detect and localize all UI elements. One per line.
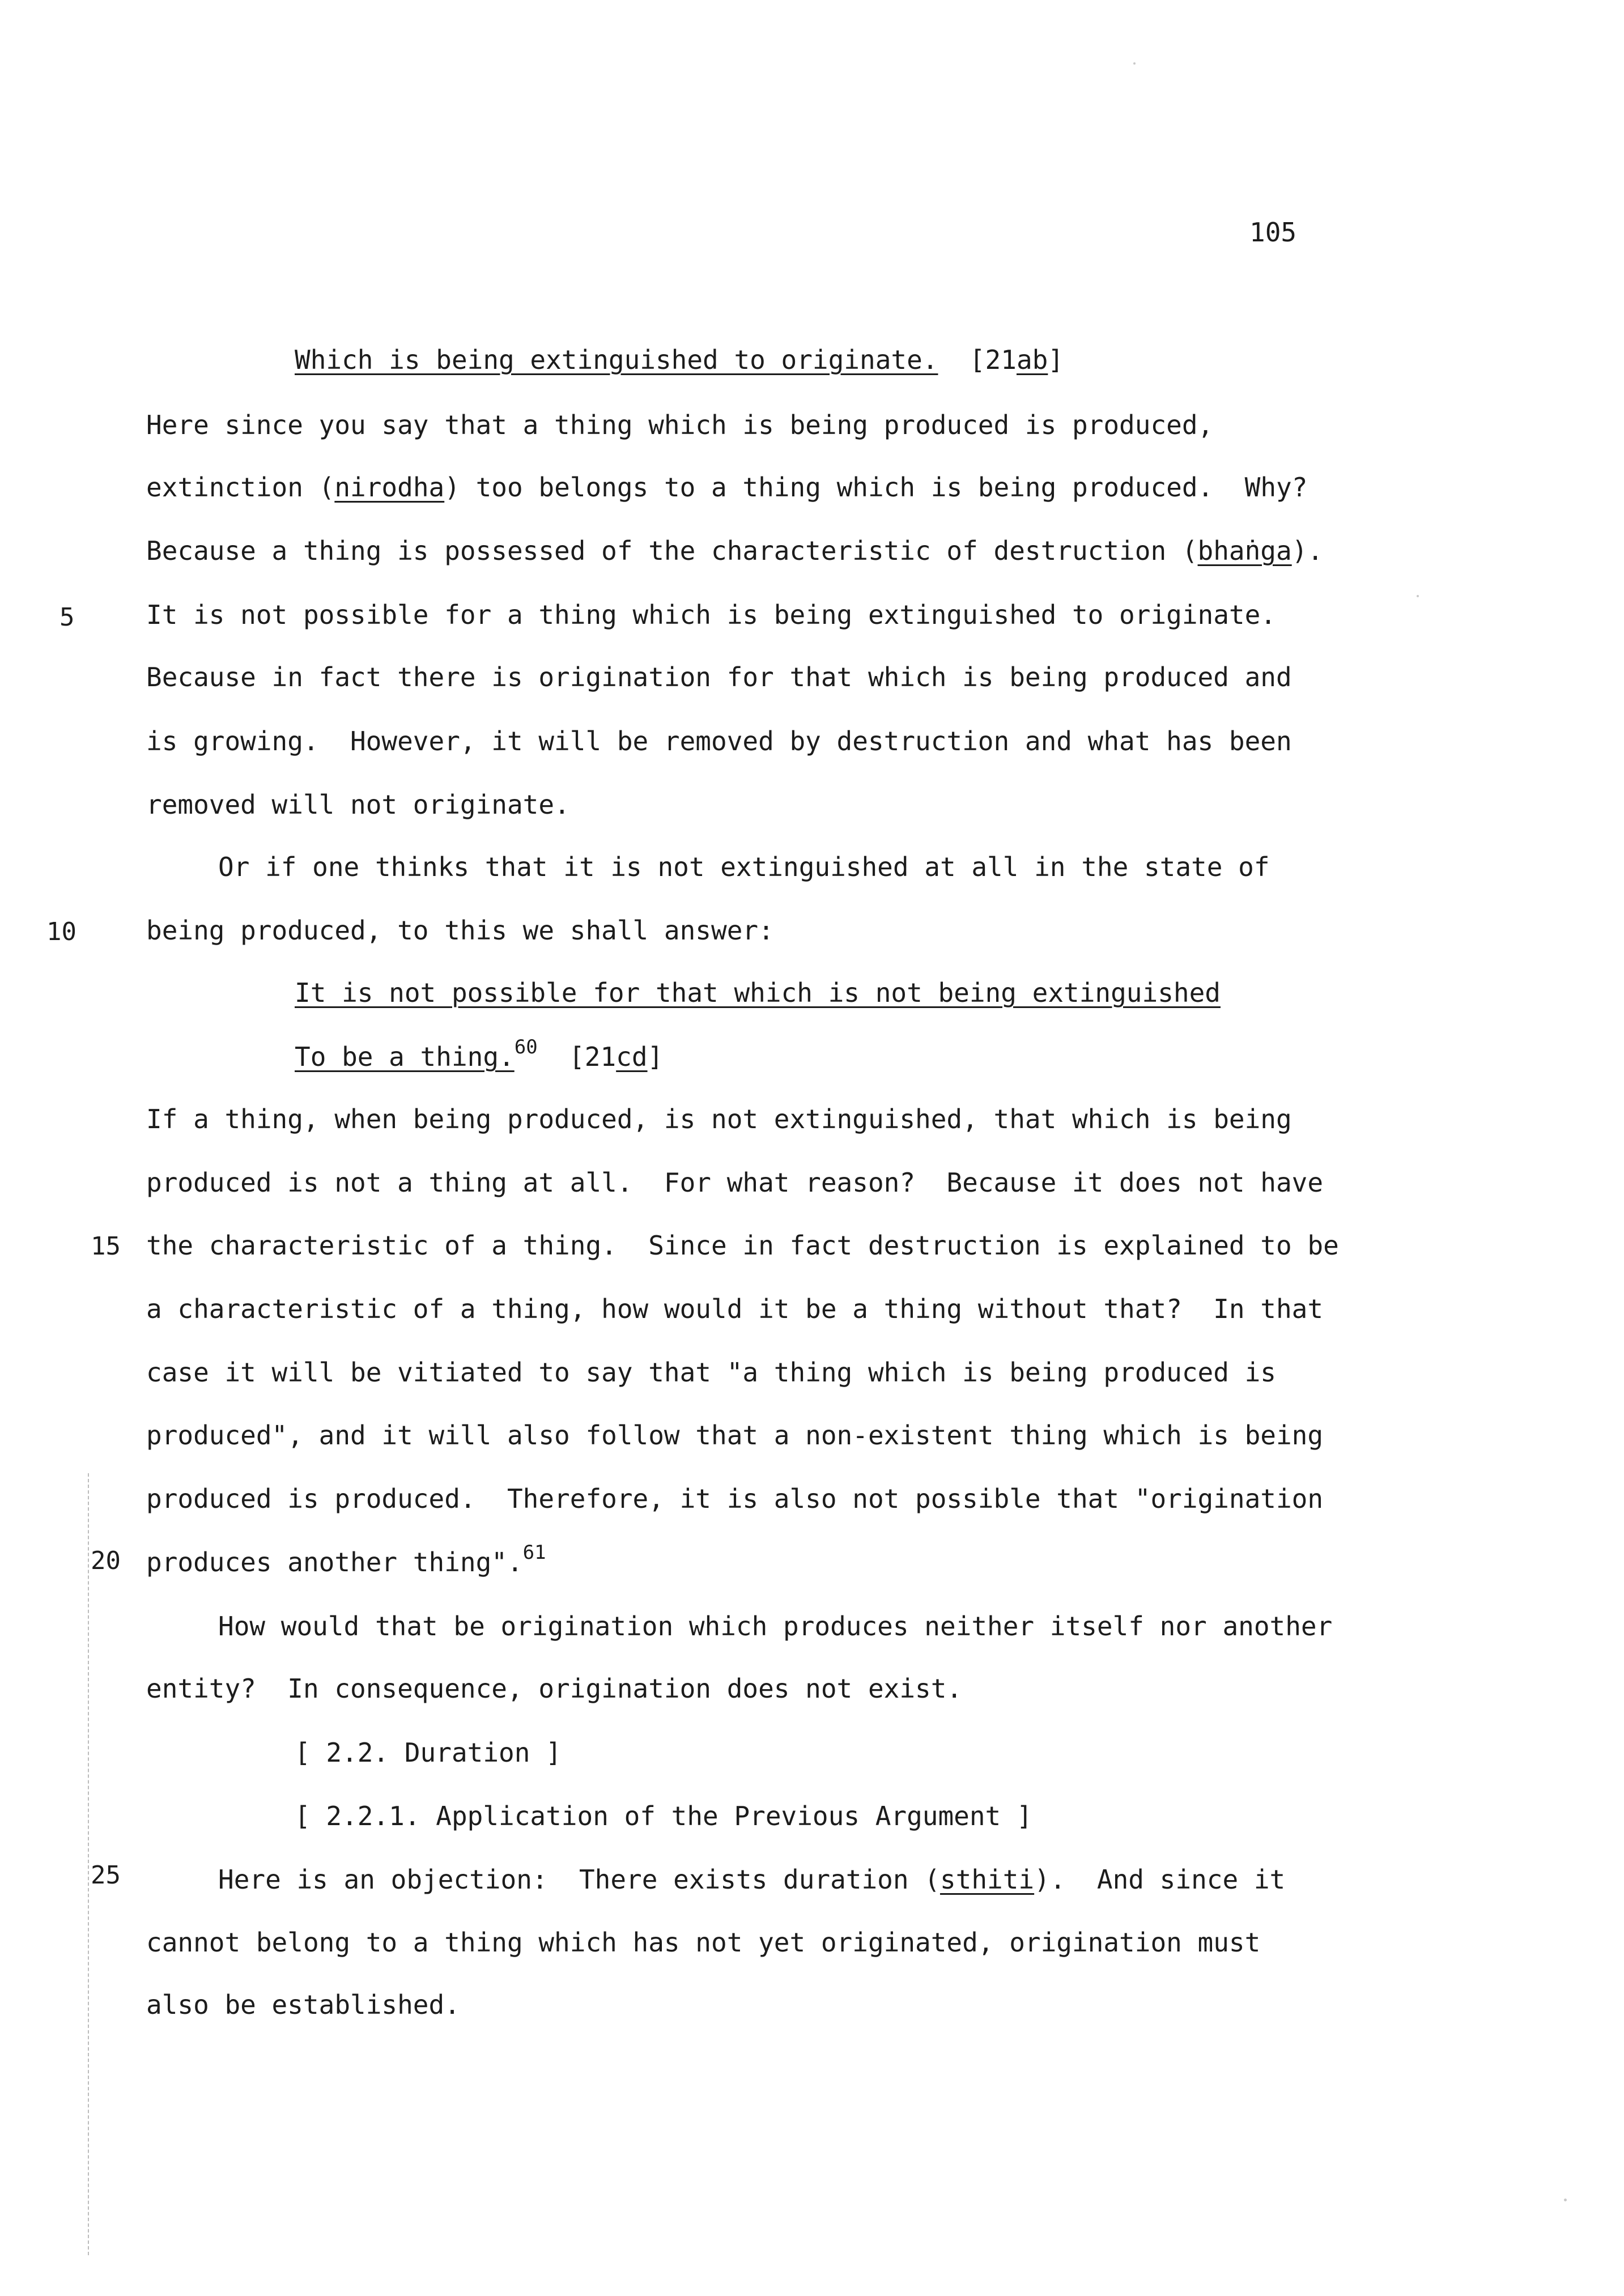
text-line-27: also be established. — [146, 1989, 460, 2020]
line-number-5: 5 — [59, 603, 75, 632]
scan-speck — [1133, 62, 1136, 65]
page-number: 105 — [1249, 217, 1297, 248]
text-line-5: It is not possible for a thing which is being extinguished to originate. — [146, 599, 1276, 630]
text-line-12 — [295, 1036, 664, 1074]
verse-ref-close: ] — [1048, 345, 1064, 375]
verse-line: Which is being extinguished to originate. — [295, 345, 938, 375]
verse-ref-close: ] — [647, 1041, 664, 1072]
text-line-26: cannot belong to a thing which has not yet originated, origination must — [146, 1927, 1261, 1958]
scan-speck — [1564, 2199, 1567, 2201]
section-heading: [ 2.2. Duration ] — [295, 1737, 562, 1768]
text-segment: extinction ( — [146, 472, 335, 503]
text-line-11 — [295, 976, 1221, 1010]
text-line-20 — [146, 1541, 546, 1579]
text-line-15: the characteristic of a thing. Since in fact destruction is explained to be — [146, 1230, 1339, 1261]
text-line-19: produced is produced. Therefore, it is also not possible that "origination — [146, 1483, 1324, 1514]
verse-line: To be a thing. — [295, 1041, 515, 1072]
text-segment: Because a thing is possessed of the characteristic of destruction ( — [146, 535, 1198, 566]
text-line-13: If a thing, when being produced, is not extinguished, that which is being — [146, 1104, 1292, 1134]
line-number-20: 20 — [91, 1546, 121, 1575]
text-line-9: Or if one thinks that it is not extinguished at all in the state of — [218, 852, 1270, 882]
text-line-16: a characteristic of a thing, how would it be a thing without that? In that — [146, 1294, 1324, 1324]
margin-rule — [88, 1473, 89, 2255]
text-line-3 — [146, 470, 1307, 504]
text-line-10: being produced, to this we shall answer: — [146, 915, 774, 946]
text-line-17: case it will be vitiated to say that "a thing which is being produced is — [146, 1357, 1276, 1388]
verse-ref-open: [21 — [569, 1041, 617, 1072]
text-line-8: removed will not originate. — [146, 789, 570, 820]
sanskrit-term: bhaṅga — [1197, 535, 1292, 566]
text-line-1 — [295, 343, 1064, 377]
text-line-4 — [146, 534, 1323, 568]
text-line-22: entity? In consequence, origination does not exist. — [146, 1673, 963, 1704]
text-segment: Here is an objection: There exists duration ( — [218, 1864, 940, 1895]
text-line-21: How would that be origination which produces neither itself nor another — [218, 1611, 1333, 1642]
sanskrit-term: sthiti — [939, 1864, 1035, 1895]
line-number-25: 25 — [91, 1861, 121, 1890]
text-line-25 — [218, 1863, 1285, 1897]
text-line-6: Because in fact there is origination for that which is being produced and — [146, 662, 1292, 692]
footnote-marker: 61 — [522, 1541, 546, 1564]
verse-ref-part: ab — [1016, 345, 1048, 375]
text-line-7: is growing. However, it will be removed by destruction and what has been — [146, 726, 1292, 756]
text-segment: produces another thing". — [146, 1547, 523, 1578]
sanskrit-term: nirodha — [334, 472, 445, 503]
text-line-2: Here since you say that a thing which is being produced is produced, — [146, 410, 1214, 440]
verse-ref-open: [21 — [969, 345, 1017, 375]
line-number-15: 15 — [91, 1232, 121, 1261]
text-segment: ). And since it — [1034, 1864, 1286, 1895]
verse-line: It is not possible for that which is not being extinguished — [295, 977, 1221, 1008]
verse-ref-part: cd — [616, 1041, 648, 1072]
subsection-heading: [ 2.2.1. Application of the Previous Argument ] — [295, 1801, 1032, 1831]
text-line-14: produced is not a thing at all. For what reason? Because it does not have — [146, 1167, 1324, 1198]
text-segment: ). — [1291, 535, 1324, 566]
text-line-18: produced", and it will also follow that a non-existent thing which is being — [146, 1420, 1324, 1451]
line-number-10: 10 — [46, 917, 76, 946]
scan-speck — [1417, 595, 1419, 597]
footnote-marker: 60 — [514, 1036, 538, 1058]
text-segment: ) too belongs to a thing which is being produced. Why? — [444, 472, 1308, 503]
